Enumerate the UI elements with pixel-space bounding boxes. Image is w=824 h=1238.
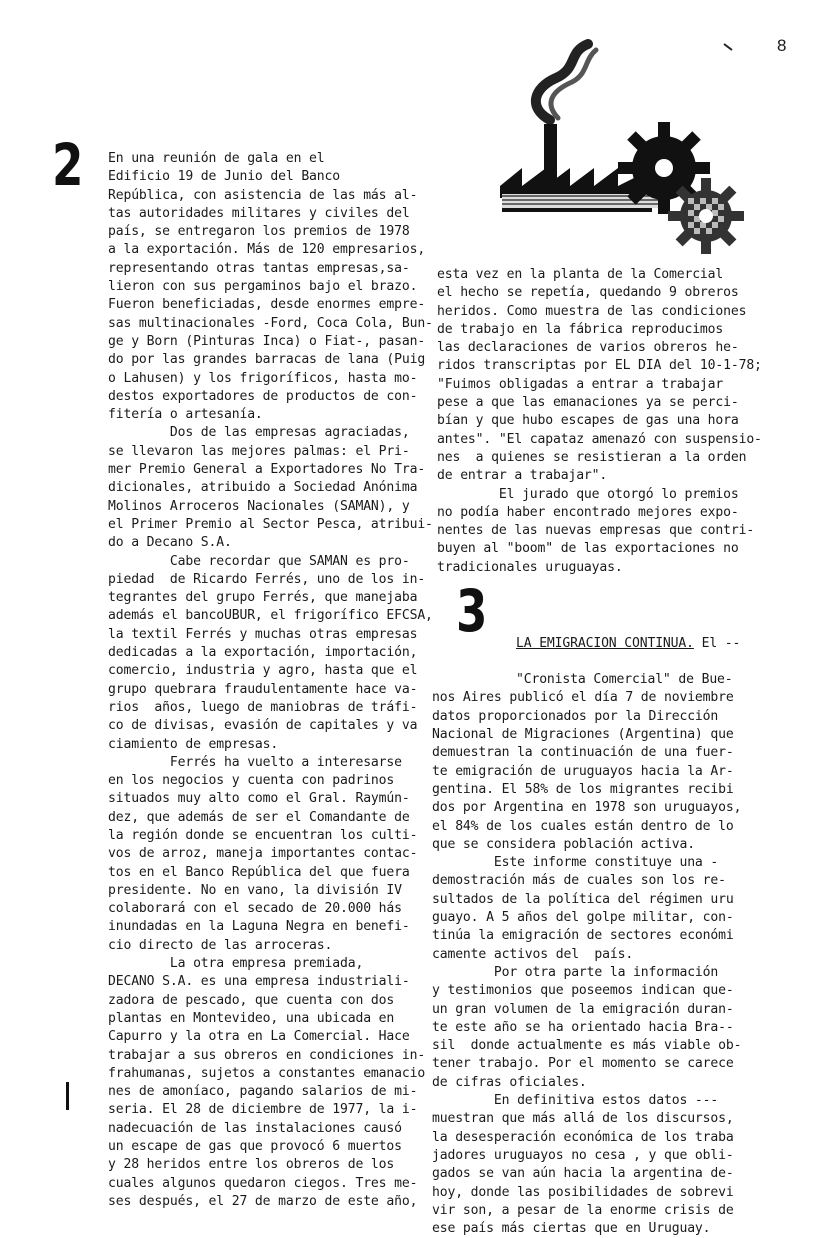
text-line: país, se entregaron los premios de 1978 [108, 224, 410, 240]
section-2-numeral: 2 [52, 131, 84, 199]
text-line: sultados de la política del régimen uru [432, 891, 734, 907]
text-line: mer Premio General a Exportadores No Tra- [108, 462, 426, 478]
text-line: nentes de las nuevas empresas que contri- [437, 523, 755, 539]
text-line: sil donde actualmente es más viable ob- [432, 1038, 742, 1054]
text-line: cio directo de las arroceras. [108, 937, 333, 953]
text-line: gentina. El 58% de los migrantes recibi [432, 781, 734, 797]
text-line: República, con asistencia de las más al- [108, 187, 418, 203]
text-line: "Fuimos obligadas a entrar a trabajar [437, 376, 724, 392]
text-line: se llevaron las mejores palmas: el Pri- [108, 443, 410, 459]
text-line: trabajar a sus obreros en condiciones in- [108, 1047, 426, 1063]
text-line: te emigración de uruguayos hacia la Ar- [432, 763, 734, 779]
section-3-heading-line [432, 635, 762, 653]
text-line: Capurro y la otra en La Comercial. Hace [108, 1029, 410, 1045]
text-line: representando otras tantas empresas,sa- [108, 260, 410, 276]
text-line: Edificio 19 de Junio del Banco [108, 169, 340, 185]
text-line: vir son, a pesar de la enorme crisis de [432, 1202, 734, 1218]
text-line: plantas en Montevideo, una ubicada en [108, 1010, 395, 1026]
text-line: bían y que hubo escapes de gas una hora [437, 413, 739, 429]
text-line: tos en el Banco República del que fuera [108, 864, 410, 880]
text-line: ses después, el 27 de marzo de este año, [108, 1193, 418, 1209]
section-3-heading: LA EMIGRACION CONTINUA. [516, 635, 694, 651]
section-2-continuation [437, 266, 767, 577]
text-line: Molinos Arroceros Nacionales (SAMAN), y [108, 498, 410, 514]
text-line: el 84% de los cuales están dentro de lo [432, 818, 734, 834]
text-line: grupo quebrara fraudulentamente hace va- [108, 681, 418, 697]
text-line: nes de amoníaco, pagando salarios de mi- [108, 1084, 418, 1100]
text-line: buyen al "boom" de las exportaciones no [437, 541, 739, 557]
text-line: piedad de Ricardo Ferrés, uno de los in- [108, 571, 426, 587]
text-line: seria. El 28 de diciembre de 1977, la i- [108, 1102, 418, 1118]
text-line: co de divisas, evasión de capitales y va [108, 718, 418, 734]
text-line: antes". "El capataz amenazó con suspensio- [437, 431, 762, 447]
text-line: tas autoridades militares y civiles del [108, 205, 410, 221]
text-line: frahumanas, sujetos a constantes emanacio [108, 1065, 426, 1081]
text-line: En una reunión de gala en el [108, 151, 325, 166]
factory-gears-icon [488, 38, 758, 258]
text-line: nos Aires publicó el día 7 de noviembre [432, 690, 734, 706]
text-line: ridos transcriptas por EL DIA del 10-1-78; [437, 358, 762, 374]
text-line: y testimonios que poseemos indican que- [432, 983, 734, 999]
text-line: Dos de las empresas agraciadas, [108, 425, 410, 441]
text-line: do por las grandes barracas de lana (Puig [108, 352, 426, 368]
text-line: la textil Ferrés y muchas otras empresas [108, 626, 418, 642]
text-line: y 28 heridos entre los obreros de los [108, 1157, 395, 1173]
text-line: rios años, luego de maniobras de tráfi- [108, 699, 418, 715]
text-line: tener trabajo. Por el momento se carece [432, 1056, 734, 1072]
text-line: pese a que las emanaciones ya se perci- [437, 395, 739, 411]
text-line: do a Decano S.A. [108, 535, 232, 551]
text-line: demuestran la continuación de una fuer- [432, 745, 734, 761]
text-line: de entrar a trabajar". [437, 468, 608, 484]
text-line: El jurado que otorgó lo premios [437, 486, 739, 502]
text-line: destos exportadores de productos de con- [108, 388, 418, 404]
text-line: o Lahusen) y los frigoríficos, hasta mo- [108, 370, 418, 386]
text-line: no podía haber encontrado mejores expo- [437, 504, 739, 520]
section-2-text [108, 150, 433, 1211]
text-line: zadora de pescado, que cuenta con dos [108, 992, 395, 1008]
text-line: heridos. Como muestra de las condiciones [437, 303, 747, 319]
text-line: muestran que más allá de los discursos, [432, 1111, 734, 1127]
text-line: Nacional de Migraciones (Argentina) que [432, 727, 734, 743]
text-line: dez, que además de ser el Comandante de [108, 809, 410, 825]
text-line: La otra empresa premiada, [108, 956, 364, 972]
text-line: ge y Born (Pinturas Inca) o Fiat-, pasan- [108, 333, 426, 349]
text-line: ciamiento de empresas. [108, 736, 279, 752]
text-line: En definitiva estos datos --- [432, 1093, 719, 1109]
text-line: ese país más ciertas que en Uruguay. [432, 1221, 711, 1237]
text-line: un gran volumen de la emigración duran- [432, 1001, 734, 1017]
text-line: de trabajo en la fábrica reproducimos [437, 321, 724, 337]
text-line: jadores uruguayos no cesa , y que obli- [432, 1147, 734, 1163]
section-3-text [432, 598, 762, 1238]
text-line: Ferrés ha vuelto a interesarse [108, 754, 402, 770]
section-3-line-0: El -- [701, 635, 741, 651]
text-line: a la exportación. Más de 120 empresarios, [108, 242, 426, 258]
text-line: dicionales, atribuido a Sociedad Anónima [108, 480, 418, 496]
text-line: te este año se ha orientado hacia Bra-- [432, 1019, 734, 1035]
text-line: Fueron beneficiadas, desde enormes empre- [108, 297, 426, 313]
text-line: nadecuación de las instalaciones causó [108, 1120, 402, 1136]
text-line: datos proporcionados por la Dirección [432, 708, 719, 724]
text-line: la región donde se encuentran los culti- [108, 827, 418, 843]
text-line: el hecho se repetía, quedando 9 obreros [437, 285, 739, 301]
text-line: camente activos del país. [432, 946, 634, 962]
text-line: "Cronista Comercial" de Bue- [516, 672, 733, 688]
text-line: de cifras oficiales. [432, 1074, 587, 1090]
text-line: Por otra parte la información [432, 964, 719, 980]
text-line: inundadas en la Laguna Negra en benefi- [108, 919, 410, 935]
text-line: nes a quienes se resistieran a la orden [437, 449, 747, 465]
text-line: tegrantes del grupo Ferrés, que manejaba [108, 590, 418, 606]
text-line: que se considera población activa. [432, 836, 695, 852]
text-line: esta vez en la planta de la Comercial [437, 267, 724, 282]
text-line: guayo. A 5 años del golpe militar, con- [432, 910, 734, 926]
text-line: presidente. No en vano, la división IV [108, 882, 402, 898]
margin-mark [66, 1082, 69, 1110]
text-line: un escape de gas que provocó 6 muertos [108, 1139, 402, 1155]
page-number: 8 [777, 36, 787, 55]
text-line: dedicadas a la exportación, importación, [108, 645, 418, 661]
text-line: cuales algunos quedaron ciegos. Tres me- [108, 1175, 418, 1191]
text-line: Cabe recordar que SAMAN es pro- [108, 553, 410, 569]
text-line: lieron con sus pergaminos bajo el brazo. [108, 279, 418, 295]
text-line: gados se van aún hacia la argentina de- [432, 1166, 734, 1182]
text-line: la desesperación económica de los traba [432, 1129, 734, 1145]
text-line: tinúa la emigración de sectores económi [432, 928, 734, 944]
section-3-numeral: 3 [456, 577, 488, 645]
text-line: fitería o artesanía. [108, 407, 263, 423]
text-line: sas multinacionales -Ford, Coca Cola, Bun- [108, 315, 433, 331]
text-line: demostración más de cuales son los re- [432, 873, 726, 889]
text-line: comercio, industria y agro, hasta que el [108, 663, 418, 679]
text-line: hoy, donde las posibilidades de sobrevi [432, 1184, 734, 1200]
text-line: tradicionales uruguayas. [437, 559, 623, 575]
text-line: además el bancoUBUR, el frigorífico EFCSA, [108, 608, 433, 624]
text-line: Este informe constituye una - [432, 855, 719, 871]
text-line: vos de arroz, maneja importantes contac- [108, 846, 418, 862]
text-line: DECANO S.A. es una empresa industriali- [108, 974, 410, 990]
text-line: colaborará con el secado de 20.000 hás [108, 901, 402, 917]
text-line: situados muy alto como el Gral. Raymún- [108, 791, 410, 807]
text-line: las declaraciones de varios obreros he- [437, 340, 739, 356]
text-line: en los negocios y cuenta con padrinos [108, 773, 395, 789]
text-line: el Primer Premio al Sector Pesca, atribui- [108, 516, 433, 532]
text-line: dos por Argentina en 1978 son uruguayos, [432, 800, 742, 816]
